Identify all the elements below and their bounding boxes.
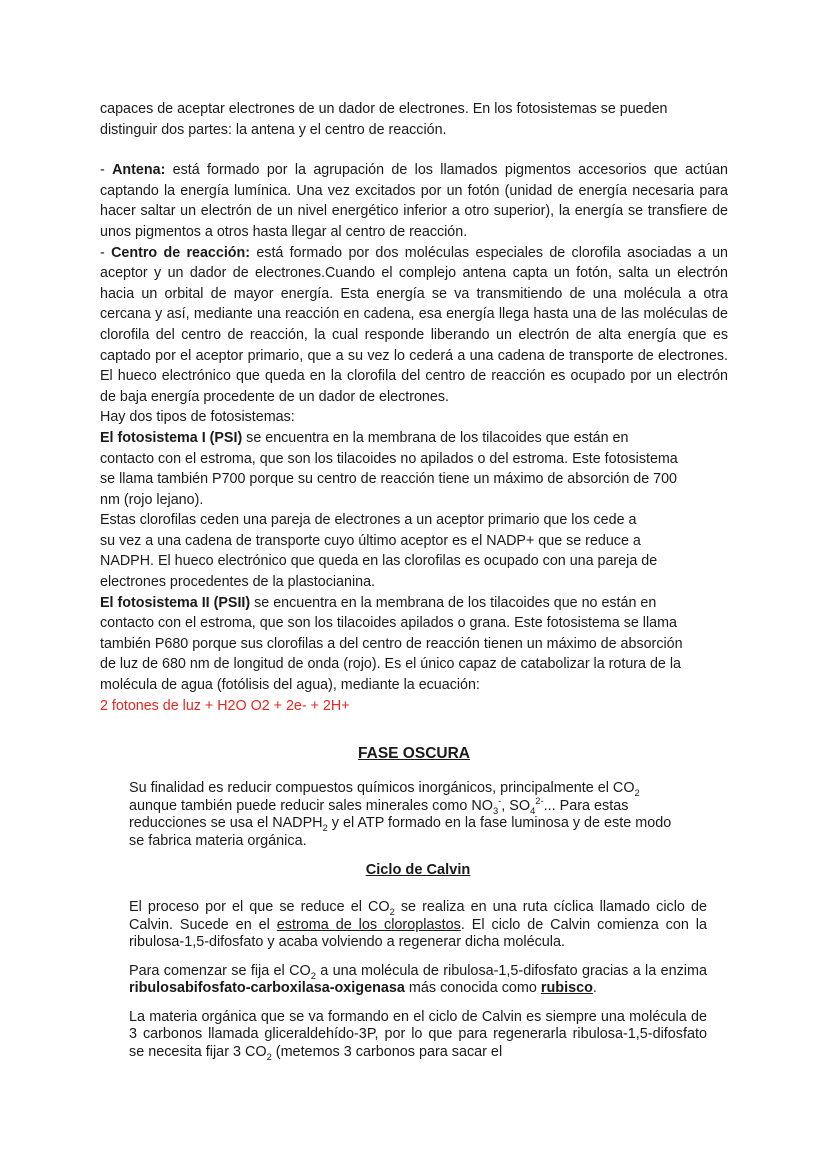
calvin-paragraph: La materia orgánica que se va formando en el ciclo de Calvin es siempre una molécula de 3 carbonos llamada gliceraldehído-3P, por lo que para regenerarla ribulosa-1,5-difosfato se necesita fijar 3 $CO_2$ (metemos 3 carbonos para sacar el <box>129 1008 707 1062</box>
centro-paragraph: - Centro de reacción: está formado por dos moléculas especiales de clorofila asociadas a un aceptor y un dador de electrones.Cuando el complejo antena capta un fotón, salta un electrón hacia un orbital de mayor energía. Esta energía se va transmitiendo de una molécula a otra cercana y así, mediante una reacción en cadena, esa energía llega hasta una de las moléculas de clorofila del centro de reacción, la cual responde liberando un electrón de alta energía que es captado por el aceptor primario, que a su vez lo cederá a una cadena de transporte de electrones. El hueco electrónico que queda en la clorofila del centro de reacción es ocupado por un electrón de baja energía procedente de un dador de electrones. <box>100 244 728 405</box>
calvin-paragraph: El proceso por el que se reduce el $CO_2$ se realiza en una ruta cíclica llamado ciclo de Calvin. Sucede en el estroma de los cloroplastos. El ciclo de Calvin comienza con la ribulosa-1,5-difosfato y acaba volviendo a regenerar dicha molécula. <box>129 899 708 950</box>
subsection-title: Ciclo de Calvin <box>365 862 471 878</box>
psii-label: El fotosistema II (PSII) <box>100 594 251 611</box>
equation-line: 2 fotones de luz + H2O O2 + 2e- + 2H+ <box>100 697 350 714</box>
estroma-link-text: estroma de los cloroplastos <box>276 916 461 933</box>
psii-line: de luz de 680 nm de longitud de onda (rojo). Es el único capaz de catabolizar la rotura de la <box>100 656 681 673</box>
psii-line: contacto con el estroma, que son los tilacoides apilados o grana. Este fotosistema se llama <box>100 615 677 632</box>
psi-label: El fotosistema I (PSI) <box>100 429 243 446</box>
psi-line: contacto con el estroma, que son los tilacoides no apilados o del estroma. Este fotosistema <box>100 450 678 467</box>
main-text <box>100 99 728 716</box>
tipos-line: Hay dos tipos de fotosistemas: <box>100 409 295 426</box>
psii-line: molécula de agua (fotólisis del agua), mediante la ecuación: <box>100 677 480 694</box>
antena-label: Antena: <box>112 162 166 179</box>
intro-line: distinguir dos partes: la antena y el centro de reacción. <box>100 121 447 138</box>
psii-line: El fotosistema II (PSII) se encuentra en la membrana de los tilacoides que no están en <box>100 594 657 611</box>
psi-line: su vez a una cadena de transporte cuyo último aceptor es el NADP+ que se reduce a <box>100 532 641 549</box>
psi-line: se llama también P700 porque su centro de reacción tiene un máximo de absorción de 700 <box>100 471 677 488</box>
psi-line: Estas clorofilas ceden una pareja de electrones a un aceptor primario que los cede a <box>100 512 637 529</box>
fase-oscura-paragraph: Su finalidad es reducir compuestos químicos inorgánicos, principalmente el $CO_2$ aunque también puede reducir sales minerales como $NO_3^-$, $SO_4^{2-}$... Para estas reducciones se usa el $NADPH_2$ y el ATP formado en la fase luminosa y de este modo se fabrica materia orgánica. <box>129 780 672 849</box>
calvin-paragraph: Para comenzar se fija el $CO_2$ a una molécula de ribulosa-1,5-difosfato gracias a la enzima ribulosabifosfato-carboxilasa-oxigenasa más conocida como rubisco. <box>129 962 707 996</box>
psi-line: nm (rojo lejano). <box>100 491 204 508</box>
antena-paragraph: - Antena: está formado por la agrupación de los llamados pigmentos accesorios que actúan captando la energía lumínica. Una vez excitados por un fotón (unidad de energía necesaria para hacer saltar un electrón de un nivel energético inferior a otro superior), la energía se transfiere de unos pigmentos a otros hasta llegar al centro de reacción. <box>100 162 728 240</box>
enzyme-name: ribulosabifosfato-carboxilasa-oxigenasa <box>129 980 405 996</box>
centro-label: Centro de reacción: <box>111 244 251 261</box>
fase-oscura-section <box>129 780 707 1069</box>
section-title: FASE OSCURA <box>358 745 470 762</box>
intro-line: capaces de aceptar electrones de un dador de electrones. En los fotosistemas se pueden <box>100 101 668 117</box>
psi-line: NADPH. El hueco electrónico que queda en las clorofilas es ocupado con una pareja de <box>100 553 658 570</box>
spacer <box>100 140 728 160</box>
rubisco-term: rubisco <box>540 980 593 996</box>
psii-line: también P680 porque sus clorofilas a del centro de reacción tienen un máximo de absorción <box>100 635 683 652</box>
psi-line: El fotosistema I (PSI) se encuentra en la membrana de los tilacoides que están en <box>100 429 629 446</box>
psi-line: electrones procedentes de la plastocianina. <box>100 574 375 591</box>
